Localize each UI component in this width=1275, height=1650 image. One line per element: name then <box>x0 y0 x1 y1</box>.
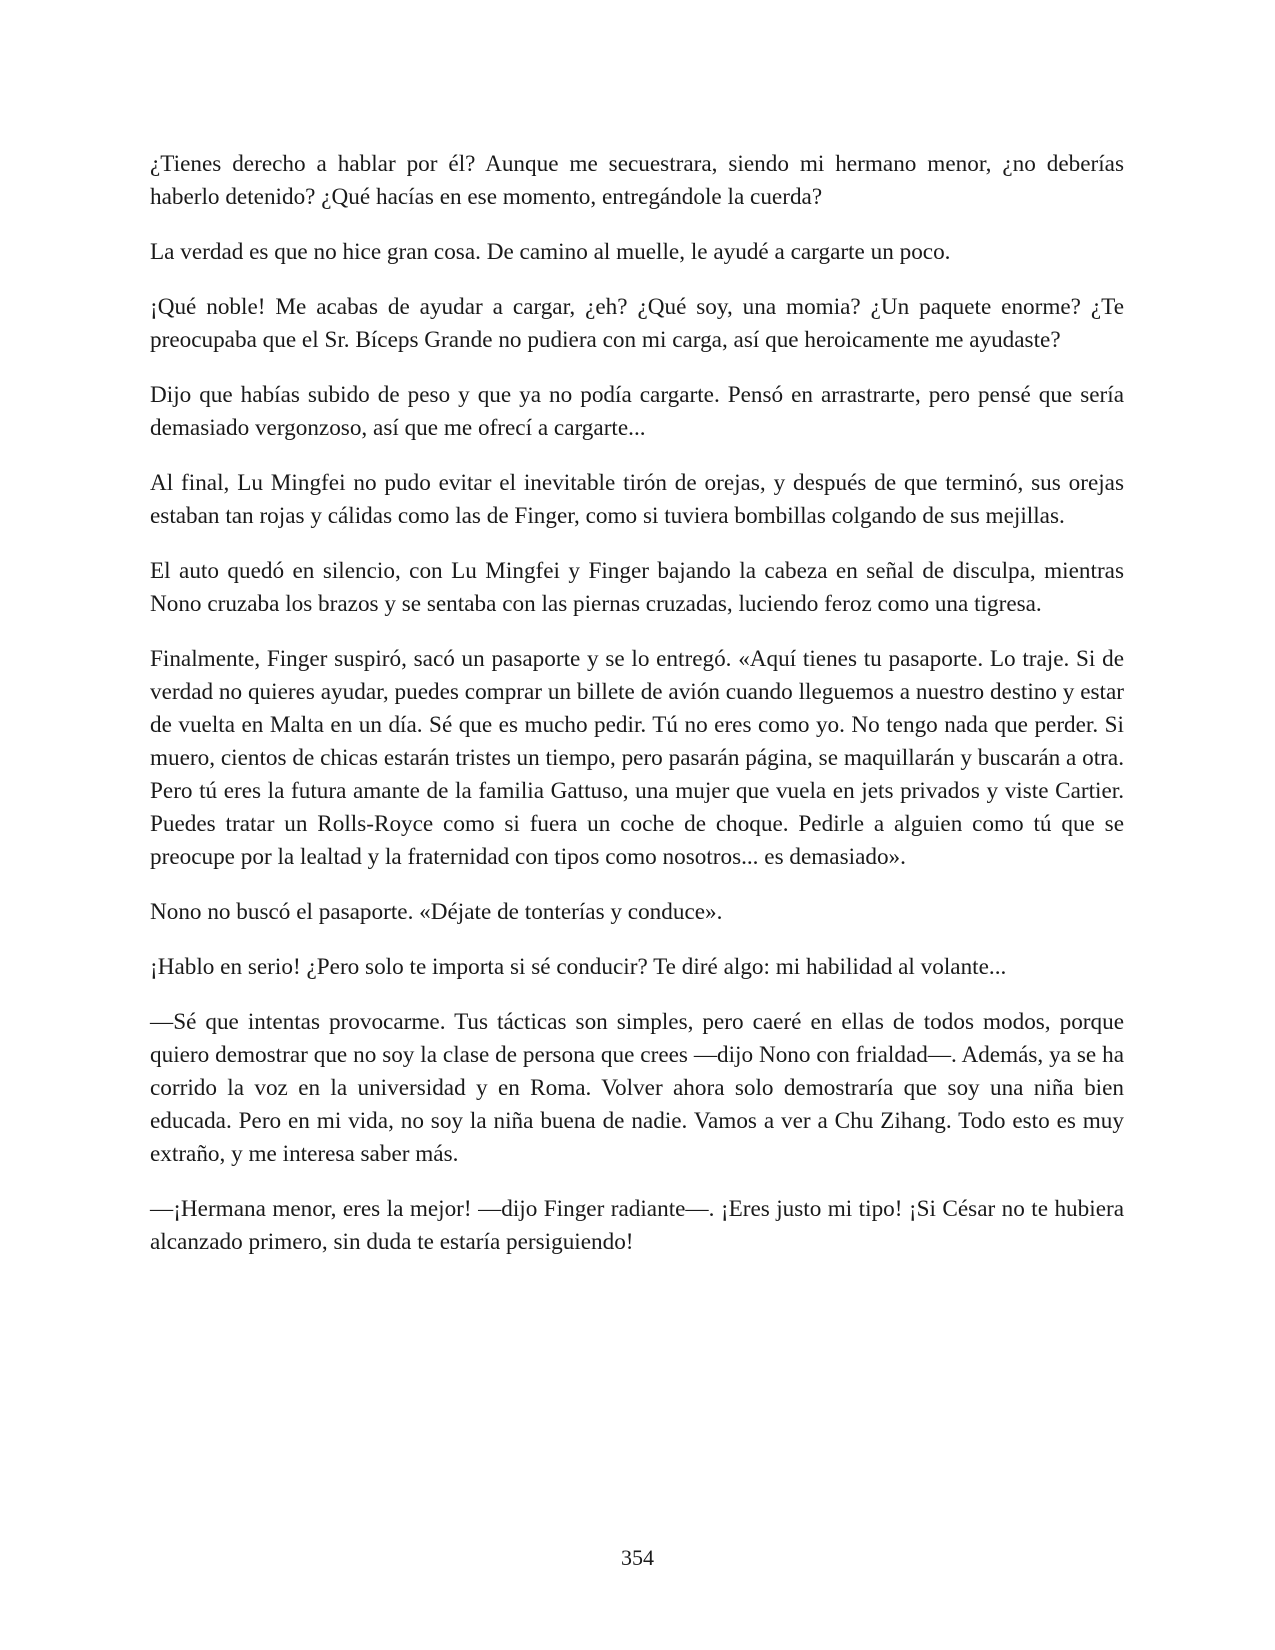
paragraph-5: Al final, Lu Mingfei no pudo evitar el inevitable tirón de orejas, y después de que terminó, sus orejas estaban tan rojas y cálidas como las de Finger, como si tuviera bombillas colgando de sus mejillas. <box>150 470 1124 529</box>
paragraph-11: —¡Hermana menor, eres la mejor! —dijo Finger radiante—. ¡Eres justo mi tipo! ¡Si César no te hubiera alcanzado primero, sin duda te estaría persiguiendo! <box>150 1196 1124 1255</box>
paragraph-6: El auto quedó en silencio, con Lu Mingfei y Finger bajando la cabeza en señal de disculpa, mientras Nono cruzaba los brazos y se sentaba con las piernas cruzadas, luciendo feroz como una tigresa. <box>150 558 1124 617</box>
paragraph-8: Nono no buscó el pasaporte. «Déjate de tonterías y conduce». <box>150 899 723 925</box>
paragraph-10: —Sé que intentas provocarme. Tus tácticas son simples, pero caeré en ellas de todos modos, porque quiero demostrar que no soy la clase de persona que crees —dijo Nono con frialdad—. Además, ya se ha corrido la voz en la universidad y en Roma. Volver ahora solo demostraría que soy una niña bien educada. Pero en mi vida, no soy la niña buena de nadie. Vamos a ver a Chu Zihang. Todo esto es muy extraño, y me interesa saber más. <box>150 1009 1124 1167</box>
paragraph-2: La verdad es que no hice gran cosa. De camino al muelle, le ayudé a cargarte un poco. <box>150 239 951 265</box>
paragraph-9: ¡Hablo en serio! ¿Pero solo te importa si sé conducir? Te diré algo: mi habilidad al volante... <box>150 954 1007 980</box>
paragraph-7: Finalmente, Finger suspiró, sacó un pasaporte y se lo entregó. «Aquí tienes tu pasaporte. Lo traje. Si de verdad no quieres ayudar, puedes comprar un billete de avión cuando lleguemos a nuestro destino y estar de vuelta en Malta en un día. Sé que es mucho pedir. Tú no eres como yo. No tengo nada que perder. Si muero, cientos de chicas estarán tristes un tiempo, pero pasarán página, se maquillarán y buscarán a otra. Pero tú eres la futura amante de la familia Gattuso, una mujer que vuela en jets privados y viste Cartier. Puedes tratar un Rolls-Royce como si fuera un coche de choque. Pedirle a alguien como tú que se preocupe por la lealtad y la fraternidad con tipos como nosotros... es demasiado». <box>150 646 1124 870</box>
body-text <box>150 148 1124 1281</box>
paragraph-1: ¿Tienes derecho a hablar por él? Aunque me secuestrara, siendo mi hermano menor, ¿no deberías haberlo detenido? ¿Qué hacías en ese momento, entregándole la cuerda? <box>150 151 1124 210</box>
paragraph-3: ¡Qué noble! Me acabas de ayudar a cargar, ¿eh? ¿Qué soy, una momia? ¿Un paquete enorme? ¿Te preocupaba que el Sr. Bíceps Grande no pudiera con mi carga, así que heroicamente me ayudaste? <box>150 294 1124 353</box>
paragraph-4: Dijo que habías subido de peso y que ya no podía cargarte. Pensó en arrastrarte, pero pensé que sería demasiado vergonzoso, así que me ofrecí a cargarte... <box>150 382 1124 441</box>
page-number: 354 <box>621 1545 654 1570</box>
